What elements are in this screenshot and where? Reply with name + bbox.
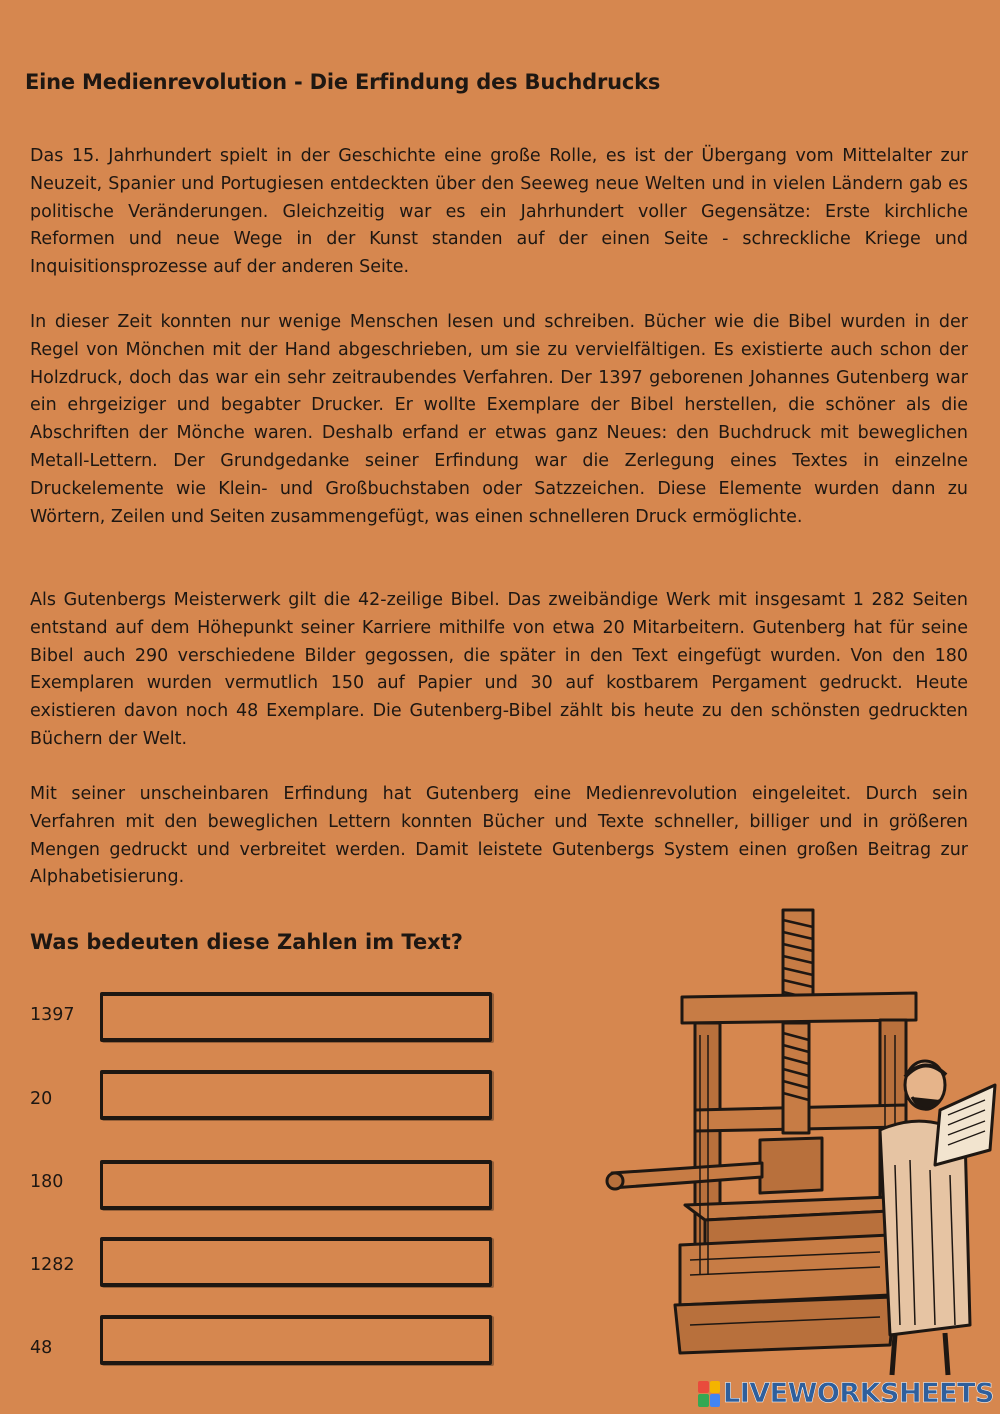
liveworksheets-logo-icon [698, 1381, 720, 1407]
answer-input-1282[interactable] [100, 1237, 492, 1287]
number-label: 20 [30, 1089, 53, 1109]
answer-input-48[interactable] [100, 1315, 492, 1365]
paragraph-gutenberg: In dieser Zeit konnten nur wenige Menschen lesen und schreiben. Bücher wie die Bibel wurden in der Regel von Mönchen mit der Hand abgeschrieben, um sie zu vervielfältigen. Es existierte auch schon der Holzdruck, doch das war ein sehr zeitraubendes Verfahren. Der 1397 geborenen Johannes Gutenberg war ein ehrgeiziger und begabter Drucker. Er wollte Exemplare der Bibel herstellen, die schöner als die Abschriften der Mönche waren. Deshalb erfand er etwas ganz Neues: den Buchdruck mit beweglichen Metall-Lettern. Der Grundgedanke seiner Erfindung war die Zerlegung eines Textes in einzelne Druckelemente wie Klein- und Großbuchstaben oder Satzzeichen. Diese Elemente wurden dann zu Wörtern, Zeilen und Seiten zusammengefügt, was einen schnelleren Druck ermöglichte. [30, 312, 968, 527]
printing-press-illustration [590, 905, 1000, 1385]
number-label: 48 [30, 1338, 53, 1358]
page-title: Eine Medienrevolution - Die Erfindung des Buchdrucks [25, 70, 661, 94]
number-label: 180 [30, 1172, 64, 1192]
brand-name: LIVEWORKSHEETS [723, 1378, 994, 1409]
exercise-question: Was bedeuten diese Zahlen im Text? [30, 930, 463, 954]
paragraph-revolution: Mit seiner unscheinbaren Erfindung hat Gutenberg eine Medienrevolution eingeleitet. Durch sein Verfahren mit den beweglichen Lettern konnten Bücher und Texte schneller, billiger und in größeren Mengen gedruckt und verbreitet werden. Damit leistete Gutenbergs System einen großen Beitrag zur Alphabetisierung. [30, 784, 968, 888]
liveworksheets-brand [698, 1378, 994, 1409]
answer-input-1397[interactable] [100, 992, 492, 1042]
answer-input-20[interactable] [100, 1070, 492, 1120]
number-label: 1282 [30, 1255, 75, 1275]
number-label: 1397 [30, 1005, 75, 1025]
paragraph-bible: Als Gutenbergs Meisterwerk gilt die 42-zeilige Bibel. Das zweibändige Werk mit insgesamt 1 282 Seiten entstand auf dem Höhepunkt seiner Karriere mithilfe von etwa 20 Mitarbeitern. Gutenberg hat für seine Bibel auch 290 verschiedene Bilder gegossen, die später in den Text eingefügt wurden. Von den 180 Exemplaren wurden vermutlich 150 auf Papier und 30 auf kostbarem Pergament gedruckt. Heute existieren davon noch 48 Exemplare. Die Gutenberg-Bibel zählt bis heute zu den schönsten gedruckten Büchern der Welt. [30, 590, 968, 749]
paragraph-intro: Das 15. Jahrhundert spielt in der Geschichte eine große Rolle, es ist der Übergang vom Mittelalter zur Neuzeit, Spanier und Portugiesen entdeckten über den Seeweg neue Welten und in vielen Ländern gab es politische Veränderungen. Gleichzeitig war es ein Jahrhundert voller Gegensätze: Erste kirchliche Reformen und neue Wege in der Kunst standen auf der einen Seite - schreckliche Kriege und Inquisitionsprozesse auf der anderen Seite. [30, 146, 968, 278]
answer-input-180[interactable] [100, 1160, 492, 1210]
